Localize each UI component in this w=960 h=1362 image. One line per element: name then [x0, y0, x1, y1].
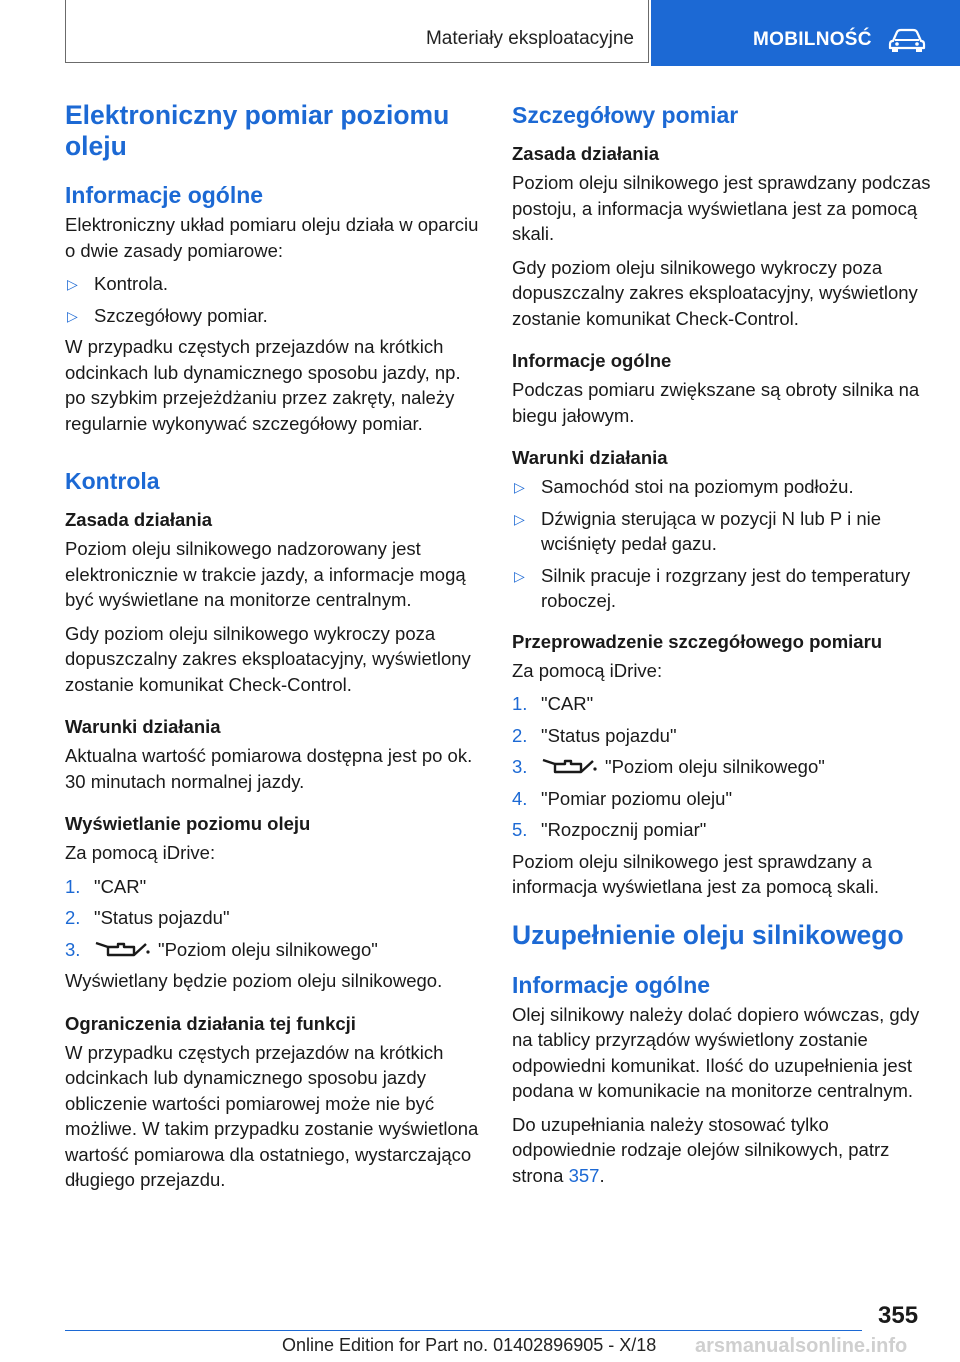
triangle-bullet-icon: ▷: [67, 307, 78, 324]
oil-can-icon: [541, 756, 597, 776]
header-tab-title: Materiały eksploatacyjne: [425, 28, 634, 49]
list-item: 1. "CAR": [512, 693, 594, 714]
triangle-bullet-icon: ▷: [67, 276, 78, 292]
limits-text: W przypadku częstych przejazdów na krótkich odcinkach lub dynamicznego sposobu jazdy obliczenie wartości pomiarowej może nie być możliwe. W takim przypadku zostanie wyświetlona wartość pomiarowa dla ostatniego, wystarczająco długiego przejazdu.: [65, 1041, 479, 1190]
principle-text-1: Poziom oleju silnikowego nadzorowany jest elektronicznie w trakcie jazdy, a informacje mogą być wyświetlane na monitorze centralnym.: [65, 538, 466, 610]
general-note: W przypadku częstych przejazdów na krótkich odcinkach lub dynamicznego sposobu jazdy, np. po szybkim przejeżdżaniu przez zakręty, należy regularnie wykonywać szczegółowy pomiar.: [65, 336, 461, 434]
list-item: 4. "Pomiar poziomu oleju": [512, 787, 733, 809]
list-item: ▷ Samochód stoi na poziomym podłożu.: [512, 474, 932, 500]
topup-text-2: Do uzupełniania należy stosować tylko odpowiednie rodzaje olejów silnikowych, patrz strona 357.: [512, 1113, 890, 1186]
procedure-steps: [512, 691, 932, 843]
heading-procedure: Przeprowadzenie szczegółowego pomiaru: [512, 630, 883, 652]
heading-control: Kontrola: [65, 468, 160, 494]
watermark: arsmanualsonline.info: [695, 1335, 908, 1357]
triangle-bullet-icon: ▷: [514, 510, 525, 527]
topup-text-1: Olej silnikowy należy dolać dopiero wówczas, gdy na tablicy przyrządów wyświetlony zostanie odpowiedni komunikat. Ilość do uzupełnienia jest podana w komunikacie na monitorze centralnym.: [512, 1003, 920, 1101]
detailed-general-text: Podczas pomiaru zwiększane są obroty silnika na biegu jałowym.: [512, 379, 920, 426]
heading-detailed: Szczegółowy pomiar: [512, 102, 739, 128]
car-icon: [887, 28, 927, 52]
measurement-types-list: [65, 271, 485, 328]
conditions-text: Aktualna wartość pomiarowa dostępna jest po ok. 30 minutach normalnej jazdy.: [65, 745, 473, 792]
list-item: 5. "Rozpocznij pomiar": [512, 819, 707, 840]
display-via: Za pomocą iDrive:: [65, 842, 216, 863]
header-tab: [65, 0, 649, 63]
section-banner: [651, 0, 960, 66]
heading-display: Wyświetlanie poziomu oleju: [65, 813, 311, 834]
procedure-via: Za pomocą iDrive:: [512, 659, 663, 681]
heading-conditions: Warunki działania: [65, 716, 221, 737]
right-column: [512, 100, 932, 1196]
page-number: 355: [878, 1302, 919, 1329]
list-item: ▷ Silnik pracuje i rozgrzany jest do temperatury roboczej.: [514, 564, 911, 611]
heading-general-info: Informacje ogólne: [65, 182, 264, 208]
section-title-oil-measurement: Elektroniczny pomiar poziomu oleju: [65, 100, 450, 161]
list-item: 3. "Poziom oleju silnikowego": [512, 756, 825, 777]
detailed-principle-1: Poziom oleju silnikowego jest sprawdzany podczas postoju, a informacja wyświetlana jest za pomocą skali.: [512, 172, 931, 244]
edition-info: Online Edition for Part no. 01402896905 - X/18: [282, 1335, 657, 1355]
section-title: MOBILNOŚĆ: [753, 29, 872, 50]
procedure-result: Poziom oleju silnikowego jest sprawdzany a informacja wyświetlana jest za pomocą skali.: [512, 850, 880, 897]
display-steps: [65, 874, 485, 963]
detailed-conditions-list: [512, 474, 932, 614]
heading-general-info: Informacje ogólne: [512, 350, 672, 371]
heading-principle: Zasada działania: [65, 509, 213, 530]
list-item: 2. "Status pojazdu": [65, 907, 230, 928]
heading-limits: Ograniczenia działania tej funkcji: [65, 1012, 356, 1034]
list-item: ▷ Kontrola.: [65, 271, 485, 297]
list-item: ▷ Dźwignia sterująca w pozycji N lub P i nie wciśnięty pedał gazu.: [514, 507, 882, 554]
left-column: [65, 100, 485, 1201]
triangle-bullet-icon: ▷: [514, 567, 525, 584]
triangle-bullet-icon: ▷: [514, 479, 525, 495]
oil-can-icon: [94, 939, 150, 959]
heading-conditions: Warunki działania: [512, 447, 668, 468]
footer-divider: [65, 1330, 862, 1331]
list-item: 1. "CAR": [65, 875, 147, 897]
section-title-topup: Uzupełnienie oleju silnikowego: [512, 919, 904, 950]
heading-principle: Zasada działania: [512, 143, 660, 164]
general-intro: Elektroniczny układ pomiaru oleju działa w oparciu o dwie zasady pomiarowe:: [65, 214, 479, 261]
principle-text-2: Gdy poziom oleju silnikowego wykroczy poza dopuszczalny zakres eksploatacyjny, wyświetlony zostanie komunikat Check-Control.: [65, 622, 471, 695]
display-result: Wyświetlany będzie poziom oleju silnikowego.: [65, 970, 443, 991]
heading-general-info: Informacje ogólne: [512, 971, 711, 998]
list-item: ▷ Szczegółowy pomiar.: [65, 303, 485, 329]
detailed-principle-2: Gdy poziom oleju silnikowego wykroczy poza dopuszczalny zakres eksploatacyjny, wyświetlony zostanie komunikat Check-Control.: [512, 256, 918, 329]
list-item: 2. "Status pojazdu": [512, 724, 677, 746]
list-item: 3. "Poziom oleju silnikowego": [65, 938, 378, 960]
page-link[interactable]: 357: [568, 1164, 600, 1186]
